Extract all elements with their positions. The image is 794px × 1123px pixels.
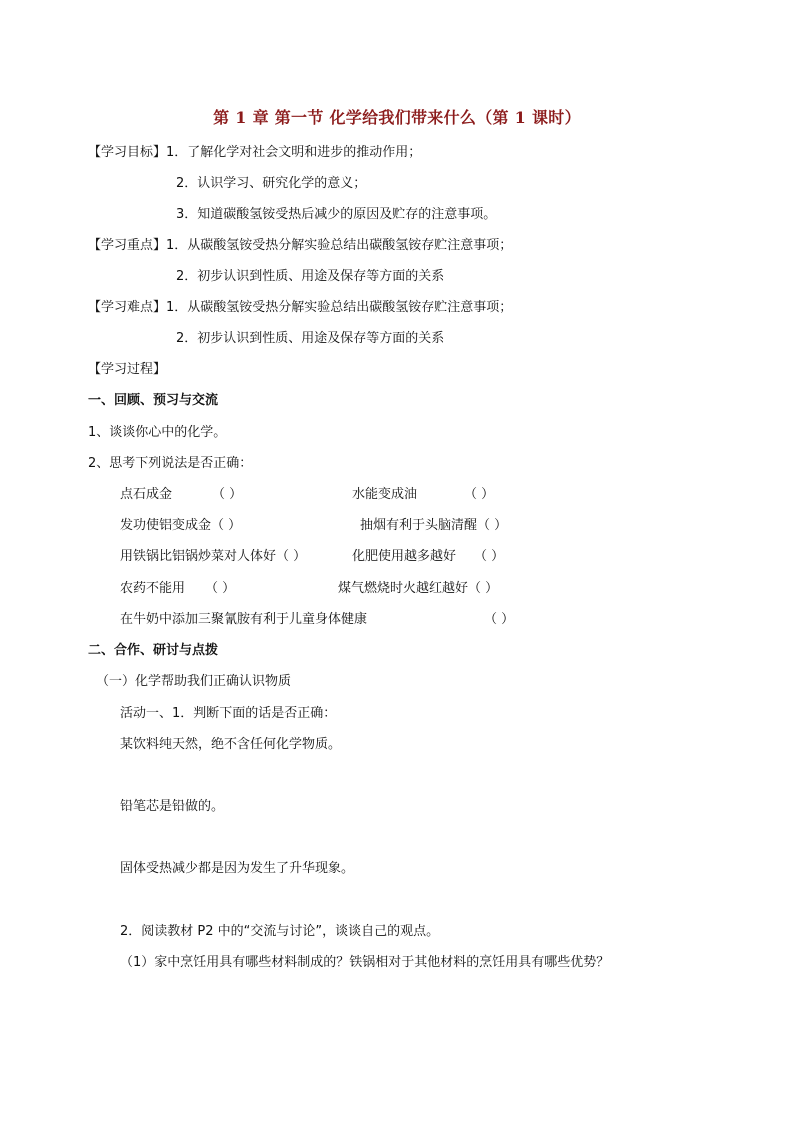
judgment-5: 用铁锅比铝锅炒菜对人体好（ ） — [120, 549, 307, 564]
key-point-item-2: 2．初步认识到性质、用途及保存等方面的关系 — [176, 269, 445, 284]
judgment-7-blank: （ ） — [205, 581, 236, 596]
key-points-label: 【学习重点】 — [88, 238, 167, 253]
judgment-6-blank: （ ） — [474, 549, 505, 564]
section2-subheading-1: （一）化学帮助我们正确认识物质 — [96, 674, 292, 689]
activity-1-instruction: 活动一、1．判断下面的话是否正确： — [120, 706, 337, 721]
section1-heading: 一、回顾、预习与交流 — [88, 393, 219, 408]
process-label: 【学习过程】 — [88, 362, 167, 377]
judgment-9-text: 在牛奶中添加三聚氰胺有利于儿童身体健康 — [120, 612, 368, 627]
page-title: 第 1 章 第一节 化学给我们带来什么（第 1 课时） — [213, 108, 581, 127]
judgment-9-blank: （ ） — [484, 612, 515, 627]
difficulties-label: 【学习难点】 — [88, 300, 167, 315]
judgment-1-blank: （ ） — [212, 487, 243, 502]
objective-item-2: 2．认识学习、研究化学的意义； — [176, 176, 367, 191]
judgment-8: 煤气燃烧时火越红越好（ ） — [338, 581, 499, 596]
difficulty-item-1: 1．从碳酸氢铵受热分解实验总结出碳酸氢铵存贮注意事项； — [166, 300, 513, 315]
judgment-2-text: 水能变成油 — [352, 487, 418, 502]
objective-item-1: 1．了解化学对社会文明和进步的推动作用； — [166, 145, 422, 160]
statement-1: 某饮料纯天然，绝不含任何化学物质。 — [120, 737, 342, 752]
judgment-3: 发功使铝变成金（ ） — [120, 518, 242, 533]
section2-heading: 二、合作、研讨与点拨 — [88, 643, 219, 658]
judgment-2-blank: （ ） — [464, 487, 495, 502]
judgment-6-text: 化肥使用越多越好 — [352, 549, 457, 564]
judgment-1-text: 点石成金 — [120, 487, 173, 502]
objectives-block — [88, 144, 421, 162]
statement-3: 固体受热减少都是因为发生了升华现象。 — [120, 861, 355, 876]
key-point-item-1: 1．从碳酸氢铵受热分解实验总结出碳酸氢铵存贮注意事项； — [166, 238, 513, 253]
difficulties-block — [88, 299, 512, 317]
objective-item-3: 3．知道碳酸氢铵受热后减少的原因及贮存的注意事项。 — [176, 207, 497, 222]
statement-2: 铅笔芯是铅做的。 — [120, 799, 225, 814]
objectives-label: 【学习目标】 — [88, 145, 167, 160]
section1-question-2: 2、思考下列说法是否正确： — [88, 456, 253, 471]
section1-question-1: 1、谈谈你心中的化学。 — [88, 425, 227, 440]
judgment-4: 抽烟有利于头脑清醒（ ） — [360, 518, 508, 533]
difficulty-item-2: 2．初步认识到性质、用途及保存等方面的关系 — [176, 331, 445, 346]
activity-item-2: 2．阅读教材 P2 中的“交流与讨论”，谈谈自己的观点。 — [120, 924, 440, 939]
activity-item-2-question-1: （1）家中烹饪用具有哪些材料制成的？铁锅相对于其他材料的烹饪用具有哪些优势？ — [120, 955, 610, 970]
judgment-7-text: 农药不能用 — [120, 581, 186, 596]
key-points-block — [88, 237, 512, 255]
